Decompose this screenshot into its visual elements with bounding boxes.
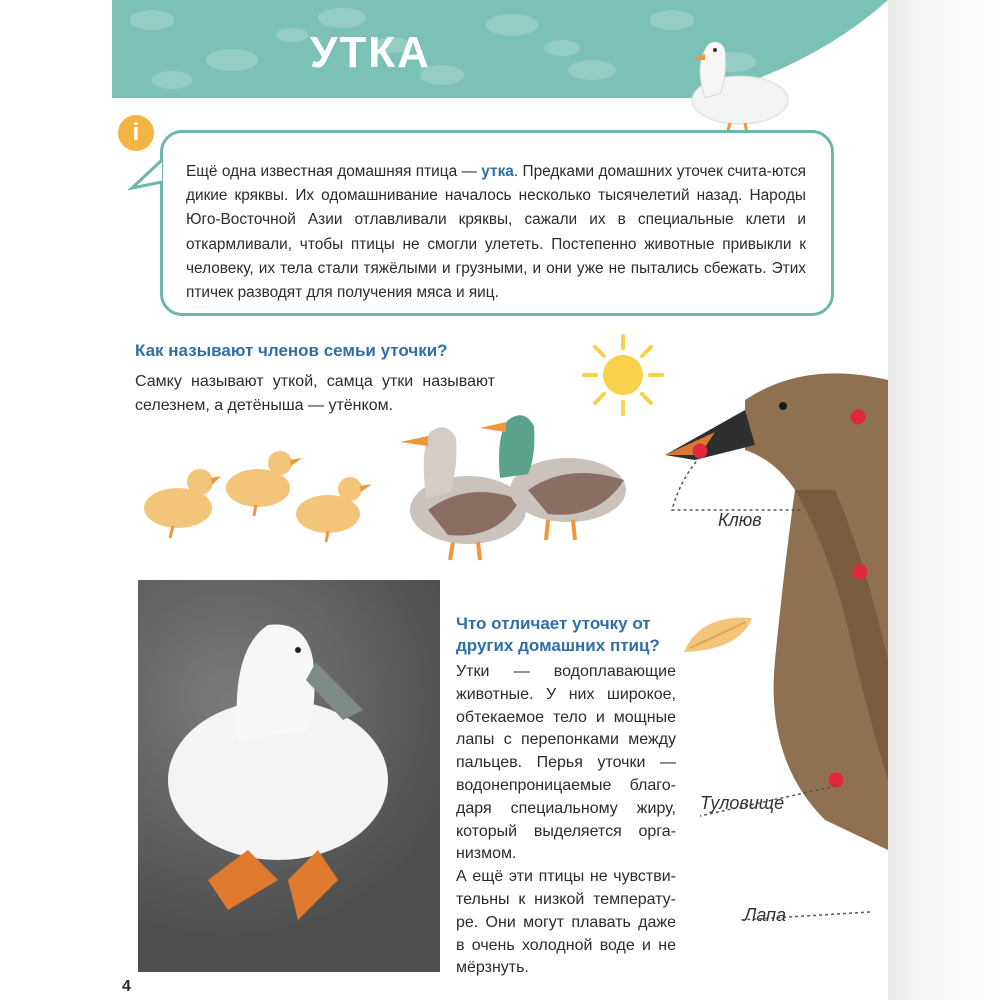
duckling-2-icon xyxy=(226,451,302,516)
label-body: Туловище xyxy=(700,793,785,813)
label-paw: Лапа xyxy=(744,905,787,925)
question-difference: Что отличает уточку от других домашних птиц? xyxy=(456,614,660,655)
info-text xyxy=(186,160,806,305)
question-family: Как называют членов семьи уточки? xyxy=(135,341,448,360)
info-icon: i xyxy=(118,115,154,151)
page-edge xyxy=(888,0,1000,1000)
page-number: 4 xyxy=(122,978,131,995)
answer-difference xyxy=(456,661,676,980)
answer-paragraph-2: А ещё эти птицы не чувстви-тельны к низкой температу-ре. Они могут плавать даже в очень холодной воде и не мёрзнуть. xyxy=(456,868,676,977)
duckling-1-icon xyxy=(144,469,221,538)
label-beak: Клюв xyxy=(718,510,762,530)
info-text-rest: . Предками домашних уточек счита-ются дикие кряквы. Их одомашнивание началось несколько тысячелетий назад. Народы Юго-Восточной Азии отлавливали кряквы, сажали их в специальные клети и откармливали, чтобы птицы не смогли улететь. Постепенно животные привыкли к человеку, их тела стали тяжёлыми и грузными, и они уже не пытались сбежать. Этих птичек разводят для получения мяса и яиц. xyxy=(186,163,806,302)
white-duck-photo xyxy=(138,580,440,972)
book-spine xyxy=(0,0,112,1000)
label-leaders xyxy=(660,400,888,940)
answer-paragraph-1: Утки — водоплавающие животные. У них широкое, обтекаемое тело и мощные лапы с перепонками между пальцев. Перья уточки — водонепроницаемые благо-даря специальному жиру, который выделяется орга-низмом. xyxy=(456,663,676,863)
duckling-3-icon xyxy=(296,477,372,542)
page-title: УТКА xyxy=(310,28,431,77)
speech-tail xyxy=(128,158,168,192)
white-duck-photo-drawing xyxy=(138,580,440,972)
info-highlight: утка xyxy=(481,163,514,180)
duck-family-illustration xyxy=(128,400,648,570)
info-text-start: Ещё одна известная домашняя птица — xyxy=(186,163,482,180)
white-duck-illustration xyxy=(655,38,805,138)
answer-family: Самку называют уткой, самца утки называют селезнем, а детёныша — утёнком. xyxy=(135,373,495,414)
